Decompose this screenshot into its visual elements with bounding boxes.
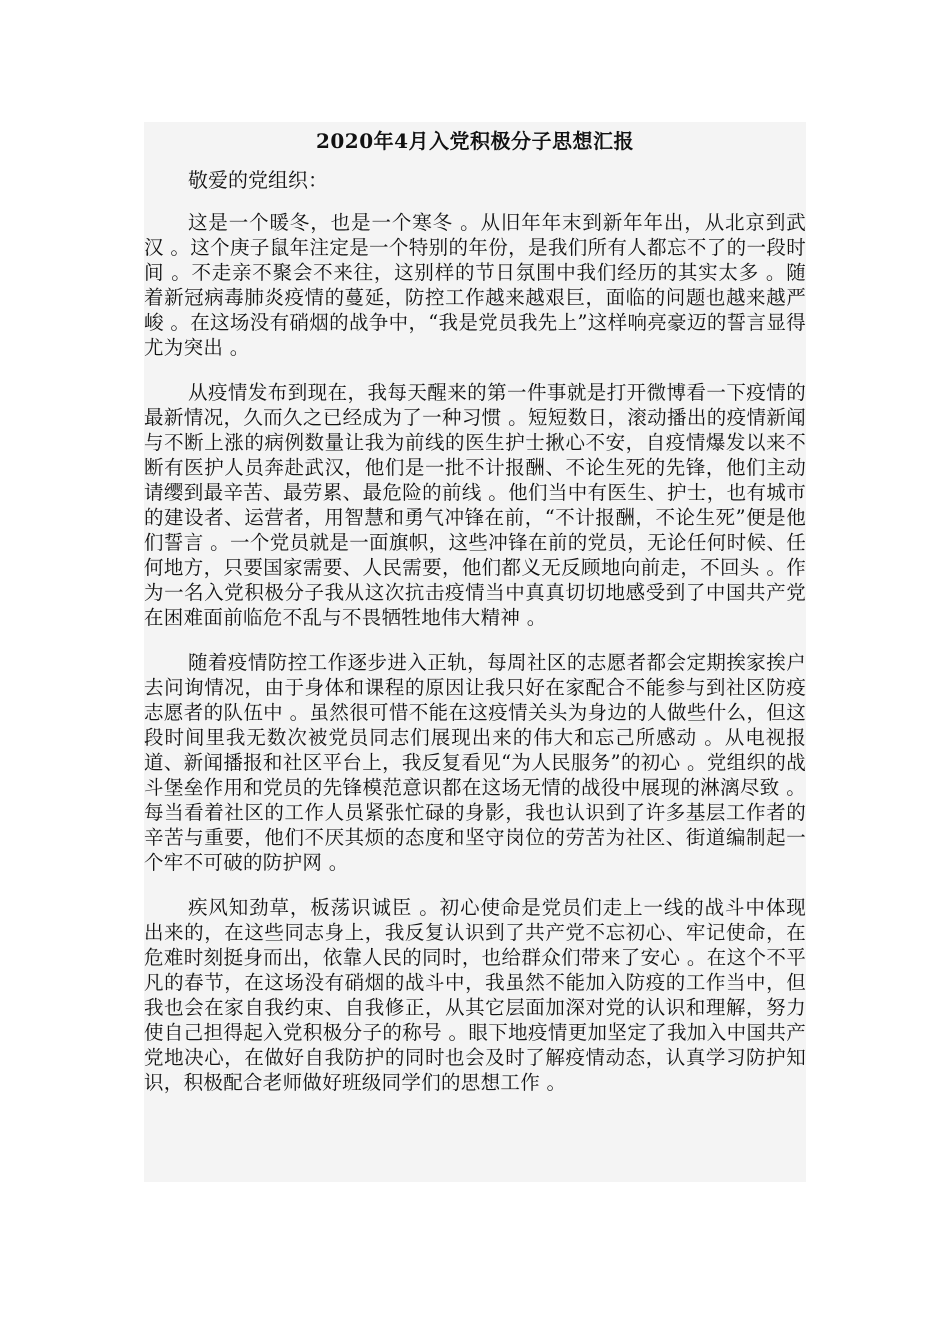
salutation: 敬爱的党组织： — [188, 168, 328, 192]
paragraph-1: 这是一个暖冬，也是一个寒冬 。从旧年年末到新年年出，从北京到武汉 。这个庚子鼠年注定是一个特别的年份，是我们所有人都忘不了的一段时间 。不走亲不聚会不来往，这别样的节日氛围中我们经历的其实太多 。随着新冠病毒肺炎疫情的蔓延，防控工作越来越艰巨，面临的问题也越来越严峻 。在这场没有硝烟的战争中，“我是党员我先上”这样响亮豪迈的誓言显得尤为突出 。 — [144, 211, 806, 359]
document-page — [144, 122, 806, 1182]
paragraph-3: 随着疫情防控工作逐步进入正轨，每周社区的志愿者都会定期挨家挨户去问询情况，由于身体和课程的原因让我只好在家配合不能参与到社区防疫志愿者的队伍中 。虽然很可惜不能在这疫情关头为身边的人做些什么，但这段时间里我无数次被党员同志们展现出来的伟大和忘己所感动 。从电视报道、新闻播报和社区平台上，我反复看见“为人民服务”的初心 。党组织的战斗堡垒作用和党员的先锋模范意识都在这场无情的战役中展现的淋漓尽致 。每当看着社区的工作人员紧张忙碌的身影，我也认识到了许多基层工作者的辛苦与重要，他们不厌其烦的态度和坚守岗位的劳苦为社区、街道编制起一个牢不可破的防护网 。 — [144, 651, 806, 874]
paragraph-2: 从疫情发布到现在，我每天醒来的第一件事就是打开微博看一下疫情的最新情况，久而久之已经成为了一种习惯 。短短数日，滚动播出的疫情新闻与不断上涨的病例数量让我为前线的医生护士揪心不安，自疫情爆发以来不断有医护人员奔赴武汉，他们是一批不计报酬、不论生死的先锋，他们主动请缨到最辛苦、最劳累、最危险的前线 。他们当中有医生、护士，也有城市的建设者、运营者，用智慧和勇气冲锋在前，“不计报酬，不论生死”便是他们誓言 。一个党员就是一面旗帜，这些冲锋在前的党员，无论任何时候、任何地方，只要国家需要、人民需要，他们都义无反顾地向前走，不回头 。作为一名入党积极分子我从这次抗击疫情当中真真切切地感受到了中国共产党在困难面前临危不乱与不畏牺牲地伟大精神 。 — [144, 381, 806, 629]
document-title: 2020年4月入党积极分子思想汇报 — [315, 129, 635, 153]
paragraph-4: 疾风知劲草，板荡识诚臣 。初心使命是党员们走上一线的战斗中体现出来的，在这些同志身上，我反复认识到了共产党不忘初心、牢记使命，在危难时刻挺身而出，依靠人民的同时，也给群众们带来了安心 。在这个不平凡的春节，在这场没有硝烟的战斗中，我虽然不能加入防疫的工作当中，但我也会在家自我约束、自我修正，从其它层面加深对党的认识和理解，努力使自己担得起入党积极分子的称号 。眼下地疫情更加坚定了我加入中国共产党地决心，在做好自我防护的同时也会及时了解疫情动态，认真学习防护知识，积极配合老师做好班级同学们的思想工作 。 — [144, 896, 806, 1094]
